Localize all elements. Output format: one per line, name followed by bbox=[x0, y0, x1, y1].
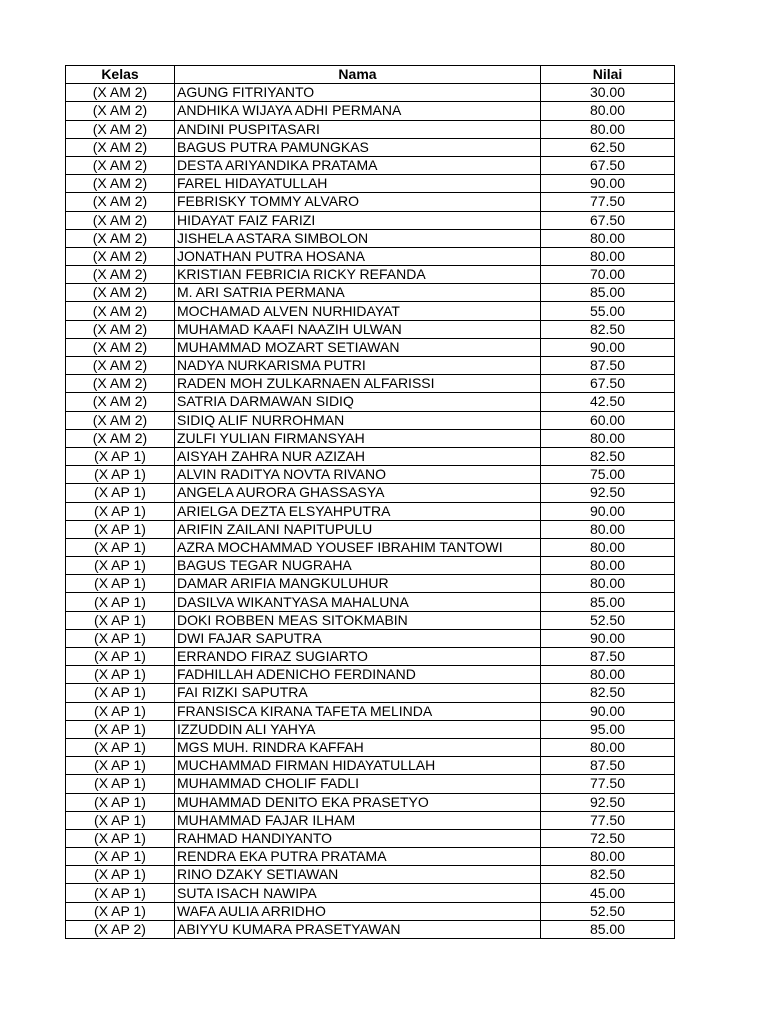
cell-nilai: 80.00 bbox=[541, 120, 675, 138]
table-row bbox=[66, 866, 675, 884]
table-row bbox=[66, 193, 675, 211]
cell-kelas: (X AP 1) bbox=[66, 793, 175, 811]
cell-nilai: 80.00 bbox=[541, 666, 675, 684]
cell-kelas: (X AP 1) bbox=[66, 811, 175, 829]
cell-nama: RAHMAD HANDIYANTO bbox=[175, 829, 541, 847]
cell-nama: RINO DZAKY SETIAWAN bbox=[175, 866, 541, 884]
table-body bbox=[66, 84, 675, 939]
cell-kelas: (X AP 1) bbox=[66, 902, 175, 920]
cell-nama: RENDRA EKA PUTRA PRATAMA bbox=[175, 848, 541, 866]
cell-nama: AISYAH ZAHRA NUR AZIZAH bbox=[175, 447, 541, 465]
table-row bbox=[66, 229, 675, 247]
cell-nilai: 90.00 bbox=[541, 338, 675, 356]
cell-nilai: 75.00 bbox=[541, 466, 675, 484]
cell-nama: AZRA MOCHAMMAD YOUSEF IBRAHIM TANTOWI bbox=[175, 538, 541, 556]
table-row bbox=[66, 884, 675, 902]
cell-kelas: (X AM 2) bbox=[66, 393, 175, 411]
cell-nama: ARIELGA DEZTA ELSYAHPUTRA bbox=[175, 502, 541, 520]
table-row bbox=[66, 775, 675, 793]
cell-kelas: (X AM 2) bbox=[66, 102, 175, 120]
cell-nilai: 80.00 bbox=[541, 848, 675, 866]
cell-nama: WAFA AULIA ARRIDHO bbox=[175, 902, 541, 920]
cell-nilai: 67.50 bbox=[541, 156, 675, 174]
table-row bbox=[66, 211, 675, 229]
table-row bbox=[66, 848, 675, 866]
cell-kelas: (X AP 1) bbox=[66, 666, 175, 684]
table-row bbox=[66, 920, 675, 938]
cell-kelas: (X AM 2) bbox=[66, 429, 175, 447]
cell-kelas: (X AP 1) bbox=[66, 520, 175, 538]
table-row bbox=[66, 557, 675, 575]
cell-kelas: (X AP 1) bbox=[66, 829, 175, 847]
cell-nilai: 80.00 bbox=[541, 557, 675, 575]
cell-nama: MUCHAMMAD FIRMAN HIDAYATULLAH bbox=[175, 757, 541, 775]
cell-nama: ERRANDO FIRAZ SUGIARTO bbox=[175, 648, 541, 666]
cell-kelas: (X AP 1) bbox=[66, 502, 175, 520]
table-row bbox=[66, 629, 675, 647]
table-row bbox=[66, 447, 675, 465]
cell-nama: DESTA ARIYANDIKA PRATAMA bbox=[175, 156, 541, 174]
table-row bbox=[66, 829, 675, 847]
cell-nilai: 82.50 bbox=[541, 447, 675, 465]
cell-nilai: 80.00 bbox=[541, 429, 675, 447]
table-row bbox=[66, 284, 675, 302]
cell-kelas: (X AP 1) bbox=[66, 611, 175, 629]
table-row bbox=[66, 793, 675, 811]
table-row bbox=[66, 720, 675, 738]
table-row bbox=[66, 338, 675, 356]
table-row bbox=[66, 684, 675, 702]
cell-nama: DOKI ROBBEN MEAS SITOKMABIN bbox=[175, 611, 541, 629]
cell-nilai: 87.50 bbox=[541, 757, 675, 775]
cell-nilai: 52.50 bbox=[541, 902, 675, 920]
cell-nilai: 90.00 bbox=[541, 502, 675, 520]
cell-nilai: 70.00 bbox=[541, 266, 675, 284]
table-row bbox=[66, 538, 675, 556]
cell-nilai: 67.50 bbox=[541, 211, 675, 229]
cell-nilai: 77.50 bbox=[541, 193, 675, 211]
table-row bbox=[66, 702, 675, 720]
cell-nama: DWI FAJAR SAPUTRA bbox=[175, 629, 541, 647]
cell-nama: SUTA ISACH NAWIPA bbox=[175, 884, 541, 902]
table-row bbox=[66, 393, 675, 411]
cell-nama: MUHAMMAD FAJAR ILHAM bbox=[175, 811, 541, 829]
cell-kelas: (X AP 1) bbox=[66, 593, 175, 611]
grades-table bbox=[65, 65, 675, 939]
table-row bbox=[66, 429, 675, 447]
cell-nilai: 80.00 bbox=[541, 738, 675, 756]
cell-kelas: (X AM 2) bbox=[66, 229, 175, 247]
cell-kelas: (X AP 1) bbox=[66, 629, 175, 647]
cell-kelas: (X AP 1) bbox=[66, 557, 175, 575]
cell-nama: MUHAMMAD CHOLIF FADLI bbox=[175, 775, 541, 793]
table-row bbox=[66, 102, 675, 120]
table-row bbox=[66, 138, 675, 156]
cell-kelas: (X AP 1) bbox=[66, 447, 175, 465]
table-row bbox=[66, 247, 675, 265]
cell-nama: BAGUS TEGAR NUGRAHA bbox=[175, 557, 541, 575]
cell-nilai: 82.50 bbox=[541, 320, 675, 338]
table-row bbox=[66, 84, 675, 102]
cell-nama: MUHAMAD KAAFI NAAZIH ULWAN bbox=[175, 320, 541, 338]
table-row bbox=[66, 502, 675, 520]
table-row bbox=[66, 666, 675, 684]
cell-nama: IZZUDDIN ALI YAHYA bbox=[175, 720, 541, 738]
table-row bbox=[66, 757, 675, 775]
cell-nilai: 67.50 bbox=[541, 375, 675, 393]
cell-nama: FAREL HIDAYATULLAH bbox=[175, 175, 541, 193]
cell-nama: M. ARI SATRIA PERMANA bbox=[175, 284, 541, 302]
table-row bbox=[66, 466, 675, 484]
table-row bbox=[66, 357, 675, 375]
cell-kelas: (X AP 1) bbox=[66, 484, 175, 502]
cell-kelas: (X AP 1) bbox=[66, 466, 175, 484]
cell-nilai: 30.00 bbox=[541, 84, 675, 102]
cell-kelas: (X AM 2) bbox=[66, 156, 175, 174]
cell-kelas: (X AM 2) bbox=[66, 375, 175, 393]
cell-nama: MGS MUH. RINDRA KAFFAH bbox=[175, 738, 541, 756]
cell-nilai: 60.00 bbox=[541, 411, 675, 429]
cell-nilai: 92.50 bbox=[541, 793, 675, 811]
cell-kelas: (X AM 2) bbox=[66, 357, 175, 375]
cell-nama: MUHAMMAD MOZART SETIAWAN bbox=[175, 338, 541, 356]
table-row bbox=[66, 320, 675, 338]
cell-nama: ANDHIKA WIJAYA ADHI PERMANA bbox=[175, 102, 541, 120]
cell-nama: FEBRISKY TOMMY ALVARO bbox=[175, 193, 541, 211]
cell-nama: FAI RIZKI SAPUTRA bbox=[175, 684, 541, 702]
cell-kelas: (X AP 1) bbox=[66, 702, 175, 720]
cell-nama: RADEN MOH ZULKARNAEN ALFARISSI bbox=[175, 375, 541, 393]
cell-nama: AGUNG FITRIYANTO bbox=[175, 84, 541, 102]
table-row bbox=[66, 611, 675, 629]
cell-nama: FRANSISCA KIRANA TAFETA MELINDA bbox=[175, 702, 541, 720]
cell-nilai: 52.50 bbox=[541, 611, 675, 629]
cell-nama: SIDIQ ALIF NURROHMAN bbox=[175, 411, 541, 429]
table-row bbox=[66, 156, 675, 174]
table-row bbox=[66, 120, 675, 138]
cell-nilai: 80.00 bbox=[541, 520, 675, 538]
table-row bbox=[66, 811, 675, 829]
cell-nilai: 80.00 bbox=[541, 229, 675, 247]
cell-nilai: 87.50 bbox=[541, 357, 675, 375]
cell-nama: HIDAYAT FAIZ FARIZI bbox=[175, 211, 541, 229]
table-row bbox=[66, 575, 675, 593]
cell-nilai: 92.50 bbox=[541, 484, 675, 502]
cell-kelas: (X AM 2) bbox=[66, 193, 175, 211]
cell-kelas: (X AP 1) bbox=[66, 848, 175, 866]
table-row bbox=[66, 484, 675, 502]
cell-nilai: 82.50 bbox=[541, 684, 675, 702]
cell-kelas: (X AM 2) bbox=[66, 284, 175, 302]
cell-nama: MUHAMMAD DENITO EKA PRASETYO bbox=[175, 793, 541, 811]
cell-nilai: 55.00 bbox=[541, 302, 675, 320]
table-row bbox=[66, 738, 675, 756]
cell-kelas: (X AP 1) bbox=[66, 738, 175, 756]
cell-kelas: (X AM 2) bbox=[66, 211, 175, 229]
cell-nilai: 77.50 bbox=[541, 775, 675, 793]
cell-nama: JONATHAN PUTRA HOSANA bbox=[175, 247, 541, 265]
table-row bbox=[66, 593, 675, 611]
cell-nama: SATRIA DARMAWAN SIDIQ bbox=[175, 393, 541, 411]
cell-kelas: (X AM 2) bbox=[66, 120, 175, 138]
cell-kelas: (X AM 2) bbox=[66, 247, 175, 265]
cell-nilai: 45.00 bbox=[541, 884, 675, 902]
header-kelas: Kelas bbox=[66, 66, 175, 84]
table-row bbox=[66, 175, 675, 193]
cell-nilai: 85.00 bbox=[541, 284, 675, 302]
cell-nilai: 90.00 bbox=[541, 629, 675, 647]
cell-nilai: 42.50 bbox=[541, 393, 675, 411]
header-nilai: Nilai bbox=[541, 66, 675, 84]
cell-kelas: (X AP 1) bbox=[66, 538, 175, 556]
cell-nilai: 80.00 bbox=[541, 247, 675, 265]
cell-nama: MOCHAMAD ALVEN NURHIDAYAT bbox=[175, 302, 541, 320]
cell-nama: DAMAR ARIFIA MANGKULUHUR bbox=[175, 575, 541, 593]
table-row bbox=[66, 266, 675, 284]
table-row bbox=[66, 902, 675, 920]
cell-nilai: 80.00 bbox=[541, 575, 675, 593]
cell-kelas: (X AM 2) bbox=[66, 302, 175, 320]
cell-nama: ARIFIN ZAILANI NAPITUPULU bbox=[175, 520, 541, 538]
cell-nama: DASILVA WIKANTYASA MAHALUNA bbox=[175, 593, 541, 611]
table-row bbox=[66, 411, 675, 429]
cell-kelas: (X AM 2) bbox=[66, 338, 175, 356]
cell-kelas: (X AM 2) bbox=[66, 320, 175, 338]
cell-nilai: 90.00 bbox=[541, 175, 675, 193]
table-row bbox=[66, 375, 675, 393]
cell-nama: KRISTIAN FEBRICIA RICKY REFANDA bbox=[175, 266, 541, 284]
cell-nilai: 85.00 bbox=[541, 920, 675, 938]
cell-nilai: 90.00 bbox=[541, 702, 675, 720]
cell-kelas: (X AM 2) bbox=[66, 175, 175, 193]
cell-nama: ZULFI YULIAN FIRMANSYAH bbox=[175, 429, 541, 447]
cell-nama: ALVIN RADITYA NOVTA RIVANO bbox=[175, 466, 541, 484]
cell-kelas: (X AM 2) bbox=[66, 266, 175, 284]
cell-kelas: (X AP 1) bbox=[66, 575, 175, 593]
cell-nama: ANDINI PUSPITASARI bbox=[175, 120, 541, 138]
cell-nilai: 87.50 bbox=[541, 648, 675, 666]
header-nama: Nama bbox=[175, 66, 541, 84]
cell-nama: ABIYYU KUMARA PRASETYAWAN bbox=[175, 920, 541, 938]
cell-nilai: 85.00 bbox=[541, 593, 675, 611]
cell-kelas: (X AM 2) bbox=[66, 138, 175, 156]
cell-kelas: (X AP 1) bbox=[66, 775, 175, 793]
cell-nama: BAGUS PUTRA PAMUNGKAS bbox=[175, 138, 541, 156]
cell-nilai: 82.50 bbox=[541, 866, 675, 884]
cell-nilai: 77.50 bbox=[541, 811, 675, 829]
cell-nilai: 80.00 bbox=[541, 538, 675, 556]
cell-kelas: (X AP 1) bbox=[66, 757, 175, 775]
table-row bbox=[66, 302, 675, 320]
cell-kelas: (X AP 1) bbox=[66, 648, 175, 666]
cell-kelas: (X AP 1) bbox=[66, 866, 175, 884]
cell-kelas: (X AP 1) bbox=[66, 720, 175, 738]
cell-kelas: (X AP 1) bbox=[66, 884, 175, 902]
cell-nilai: 95.00 bbox=[541, 720, 675, 738]
cell-kelas: (X AM 2) bbox=[66, 84, 175, 102]
cell-kelas: (X AP 2) bbox=[66, 920, 175, 938]
cell-kelas: (X AP 1) bbox=[66, 684, 175, 702]
header-row bbox=[66, 66, 675, 84]
cell-nama: NADYA NURKARISMA PUTRI bbox=[175, 357, 541, 375]
table-row bbox=[66, 648, 675, 666]
cell-nilai: 62.50 bbox=[541, 138, 675, 156]
table-row bbox=[66, 520, 675, 538]
cell-nama: FADHILLAH ADENICHO FERDINAND bbox=[175, 666, 541, 684]
cell-nama: ANGELA AURORA GHASSASYA bbox=[175, 484, 541, 502]
cell-nama: JISHELA ASTARA SIMBOLON bbox=[175, 229, 541, 247]
cell-nilai: 72.50 bbox=[541, 829, 675, 847]
cell-kelas: (X AM 2) bbox=[66, 411, 175, 429]
cell-nilai: 80.00 bbox=[541, 102, 675, 120]
